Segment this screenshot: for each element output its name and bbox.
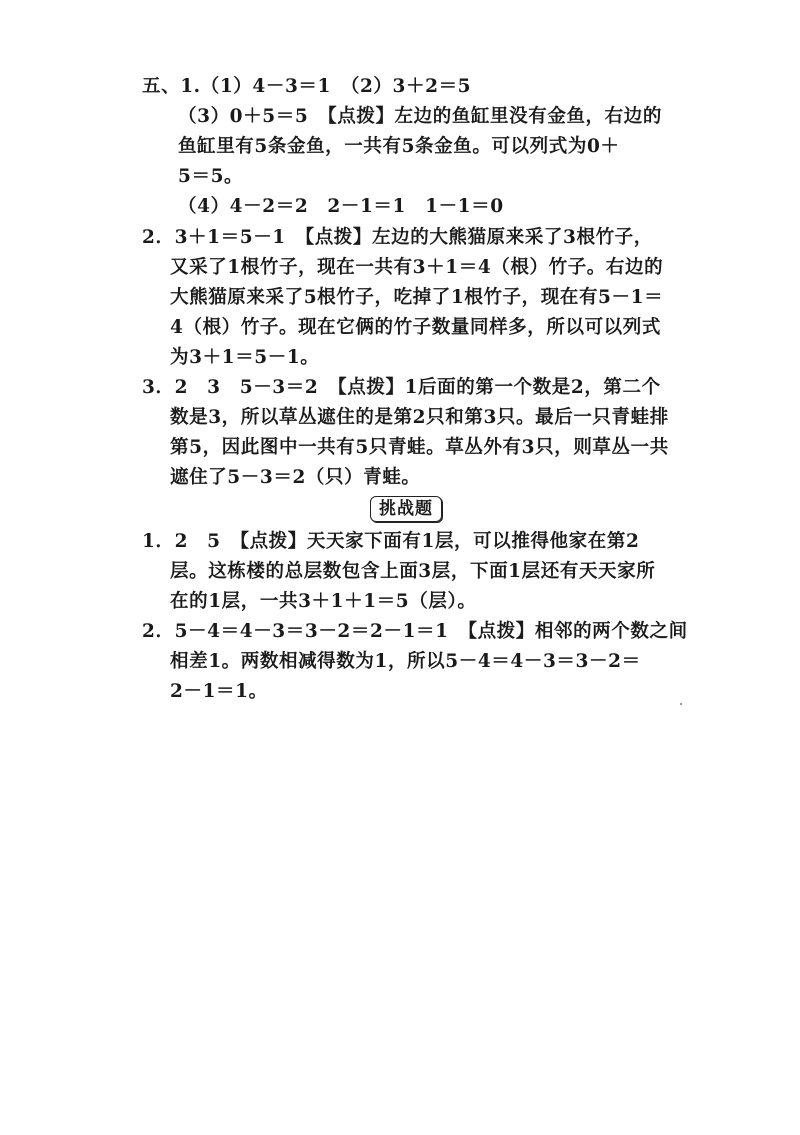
section5-q3-end: 遮住了5－3＝2（只）青蛙。 <box>170 467 421 488</box>
challenge-heading: 挑战题 <box>370 496 442 522</box>
challenge-q1-line: 1．2 5 【点拨】天天家下面有1层，可以推得他家在第2 <box>142 531 640 552</box>
section5-q2-continued-2: 大熊猫原来采了5根竹子，吃掉了1根竹子，现在有5－1＝ <box>170 287 664 308</box>
challenge-q2-end: 2－1＝1。 <box>170 681 268 702</box>
section5-q2-continued-1: 又采了1根竹子，现在一共有3＋1＝4（根）竹子。右边的 <box>170 257 664 278</box>
challenge-q2-continued: 相差1。两数相减得数为1，所以5－4＝4－3＝3－2＝ <box>170 651 641 672</box>
section5-q1-part3-continued: 鱼缸里有5条金鱼，一共有5条金鱼。可以列式为0＋ <box>178 136 620 157</box>
scan-speck <box>680 703 682 705</box>
challenge-q1-end: 在的1层，一共3＋1＋1＝5（层）。 <box>170 591 477 612</box>
section5-q3-continued-1: 数是3，所以草丛遮住的是第2只和第3只。最后一只青蛙排 <box>170 407 669 428</box>
section5-q1-line: 五、1.（1）4－3＝1 （2）3＋2＝5 <box>142 76 472 97</box>
section5-q1-part4-line: （4）4－2＝2 2－1＝1 1－1＝0 <box>178 196 504 217</box>
section5-q2-end: 为3＋1＝5－1。 <box>170 347 320 368</box>
section5-q1-part3-line: （3）0＋5＝5 【点拨】左边的鱼缸里没有金鱼，右边的 <box>178 106 662 127</box>
challenge-q2-line: 2．5－4＝4－3＝3－2＝2－1＝1 【点拨】相邻的两个数之间 <box>142 621 688 642</box>
section5-q1-part3-end: 5＝5。 <box>178 166 244 187</box>
section5-q2-continued-3: 4（根）竹子。现在它俩的竹子数量同样多，所以可以列式 <box>170 317 661 338</box>
section5-q3-line: 3．2 3 5－3＝2 【点拨】1后面的第一个数是2，第二个 <box>142 377 661 398</box>
section5-q3-continued-2: 第5，因此图中一共有5只青蛙。草丛外有3只，则草丛一共 <box>170 437 669 458</box>
challenge-q1-continued: 层。这栋楼的总层数包含上面3层，下面1层还有天天家所 <box>170 561 656 582</box>
section5-q2-line: 2．3＋1＝5－1 【点拨】左边的大熊猫原来采了3根竹子， <box>142 227 653 248</box>
